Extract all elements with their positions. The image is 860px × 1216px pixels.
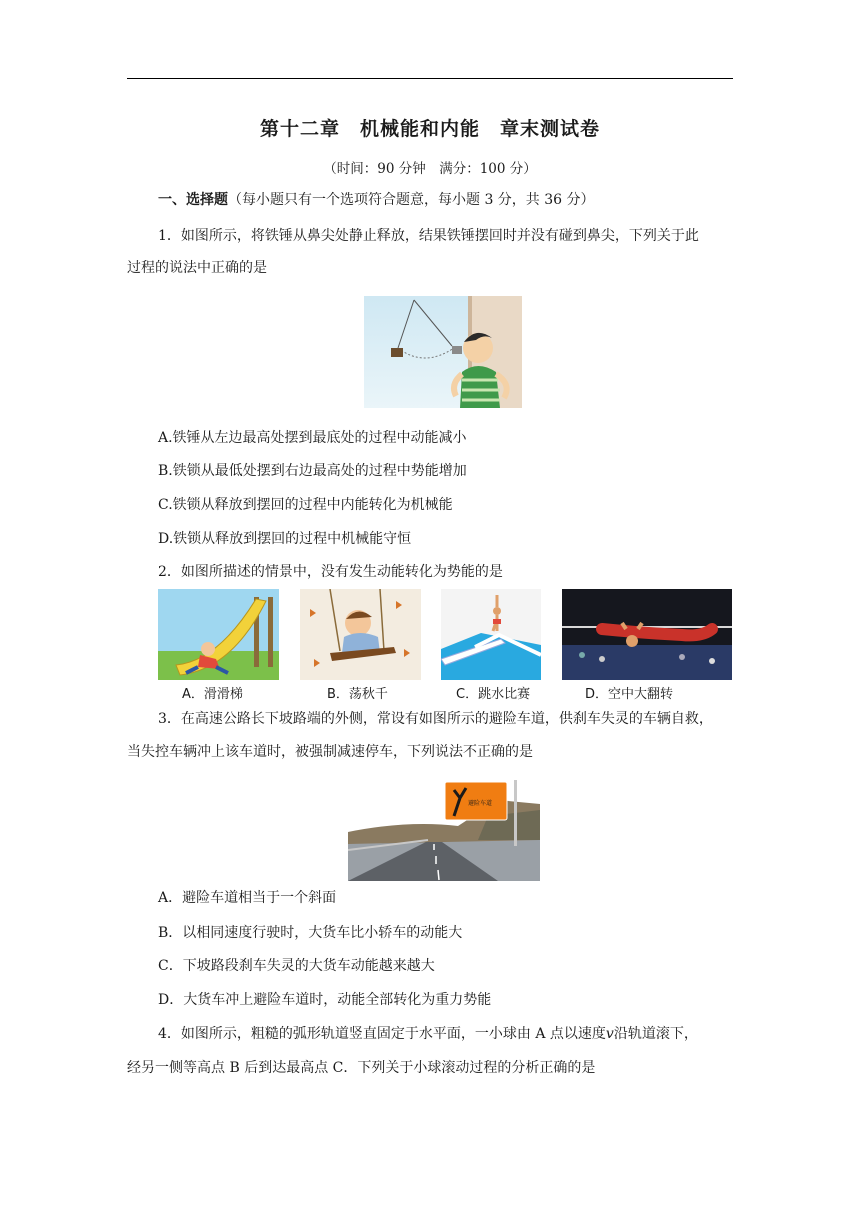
page-title: 第十二章 机械能和内能 章末测试卷: [259, 118, 600, 140]
q3-option-b: B．以相同速度行驶时，大货车比小轿车的动能大: [158, 925, 463, 941]
q1-pendulum-figure: [364, 296, 522, 408]
section-title: 一、选择题: [158, 192, 228, 208]
q2-caption-c: C．跳水比赛: [456, 687, 531, 702]
q1-stem-line2: 过程的说法中正确的是: [127, 260, 267, 276]
q4-velocity-symbol: v: [605, 1026, 614, 1042]
escape-lane-photo: [348, 780, 540, 881]
q1-option-c: C.铁锁从释放到摆回的过程中内能转化为机械能: [158, 497, 453, 513]
q4-stem-part2: 沿轨道滚下，: [613, 1026, 698, 1042]
slide-illustration: [158, 589, 279, 680]
q2-stem: 2．如图所描述的情景中，没有发生动能转化为势能的是: [158, 564, 503, 580]
q3-escape-lane-image: [348, 780, 540, 881]
sign-text: 避险车道: [468, 800, 493, 807]
q4-stem-line1: [158, 1024, 698, 1044]
pendulum-illustration: [364, 296, 522, 408]
q1-option-d: D.铁锁从释放到摆回的过程中机械能守恒: [158, 531, 412, 547]
header-rule: [127, 78, 733, 79]
q1-stem-line1: 1．如图所示，将铁锤从鼻尖处静止释放，结果铁锤摆回时并没有碰到鼻尖，下列关于此: [158, 228, 699, 244]
q3-stem-line2: 当失控车辆冲上该车道时，被强制减速停车，下列说法不正确的是: [127, 744, 533, 760]
q4-stem-part1: 4．如图所示，粗糙的弧形轨道竖直固定于水平面，一小球由 A 点以速度: [158, 1026, 606, 1042]
q3-stem-line1: 3．在高速公路长下坡路端的外侧，常设有如图所示的避险车道，供刹车失灵的车辆自救，: [158, 711, 713, 727]
section-note: （每小题只有一个选项符合题意，每小题 3 分，共 36 分）: [228, 192, 595, 208]
q2-slide-image: [158, 589, 279, 680]
q2-caption-b: B．荡秋千: [327, 687, 388, 702]
swing-illustration: [300, 589, 421, 680]
q1-option-b: B.铁锁从最低处摆到右边最高处的过程中势能增加: [158, 463, 467, 479]
q2-gymnastics-image: [562, 589, 732, 680]
q2-swing-image: [300, 589, 421, 680]
gymnastics-photo: [562, 589, 732, 680]
q2-caption-a: A．滑滑梯: [182, 687, 243, 702]
q1-option-a: A.铁锤从左边最高处摆到最底处的过程中动能减小: [158, 430, 467, 446]
q2-caption-d: D．空中大翻转: [585, 687, 674, 702]
q4-stem-line2: 经另一侧等高点 B 后到达最高点 C．下列关于小球滚动过程的分析正确的是: [127, 1060, 596, 1076]
q3-option-c: C．下坡路段刹车失灵的大货车动能越来越大: [158, 958, 435, 974]
q3-option-a: A．避险车道相当于一个斜面: [158, 890, 337, 906]
section-heading: [158, 190, 595, 210]
q3-option-d: D．大货车冲上避险车道时，动能全部转化为重力势能: [158, 992, 492, 1008]
exam-info: （时间：90 分钟 满分：100 分）: [323, 161, 537, 177]
q2-diving-image: [441, 589, 541, 680]
diving-illustration: [441, 589, 541, 680]
